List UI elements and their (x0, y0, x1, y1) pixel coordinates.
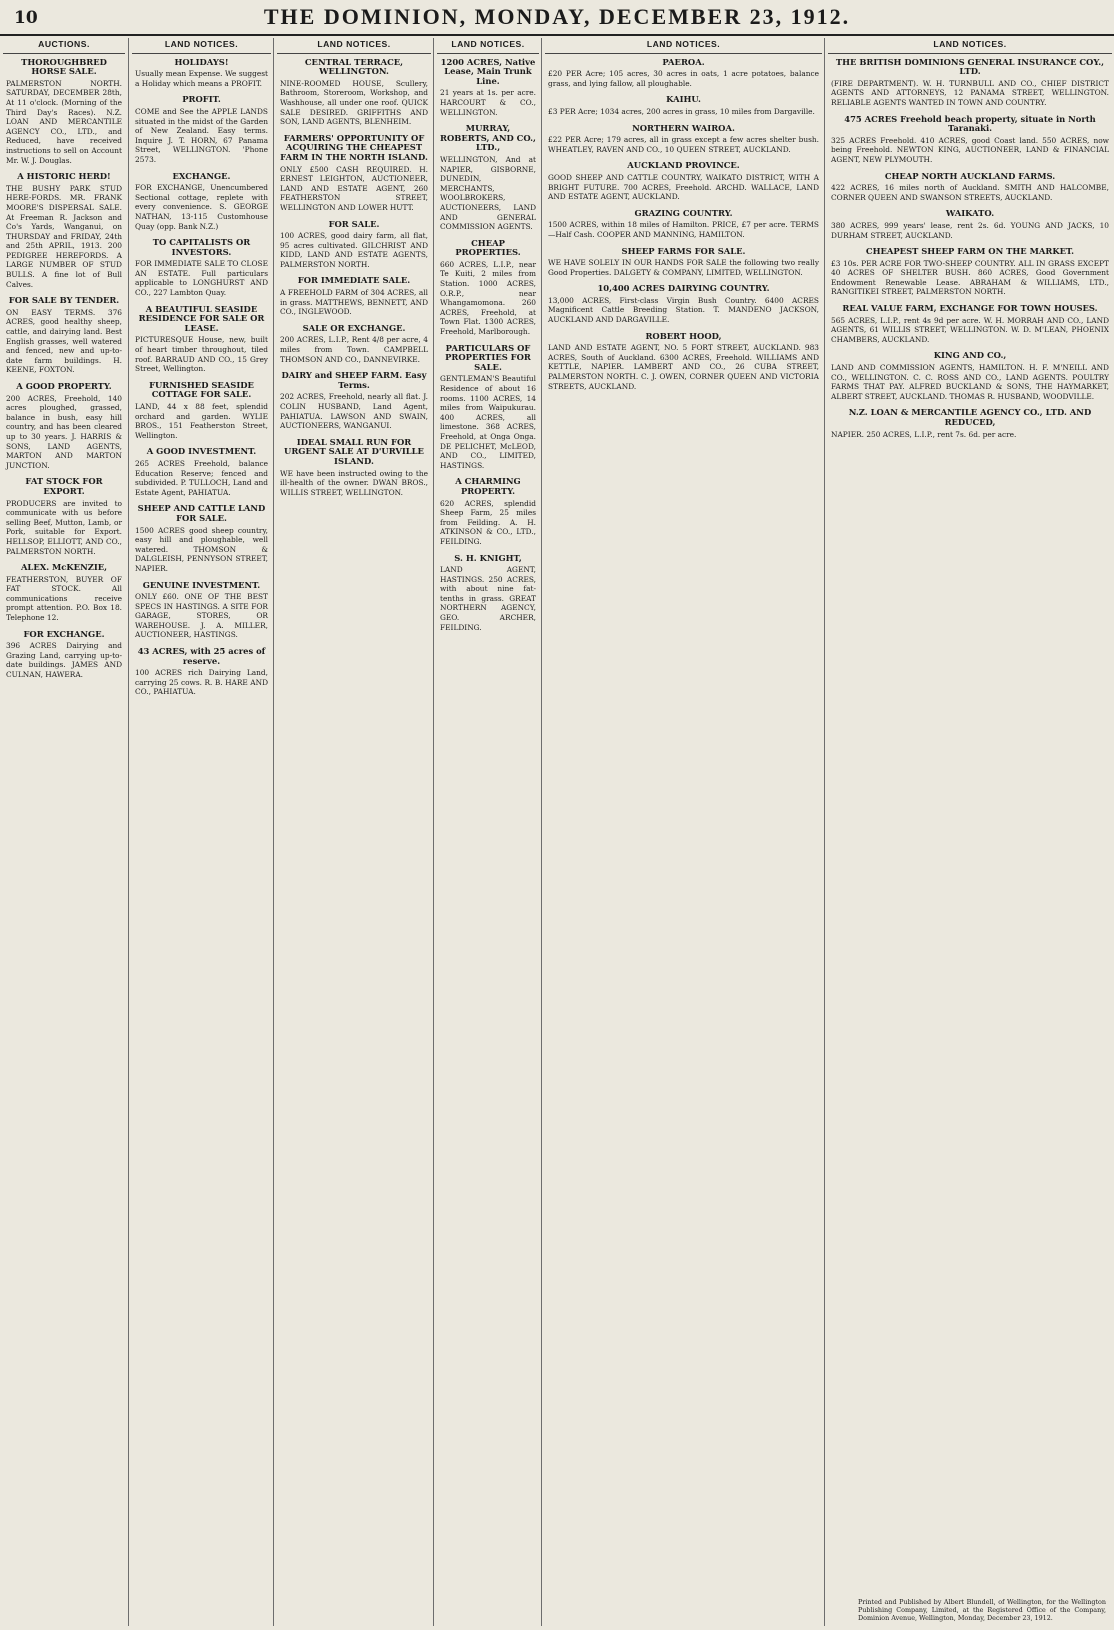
ad-body: PALMERSTON NORTH. SATURDAY, DECEMBER 28th, At 11 o'clock. (Morning of the Third Day's Races). N.Z. LOAN AND MERCANTILE AGENCY CO., LTD., and Reduced, have received instructions to sell on Account Mr. W. J. Douglas. (6, 78, 122, 165)
ad-heading: ALEX. McKENZIE, (20, 562, 108, 573)
classified-ad (831, 209, 1109, 240)
ad-body: LAND, 44 x 88 feet, splendid orchard and garden. WYLIE BROS., 151 Featherston Street, Wellington. (135, 402, 268, 440)
ad-heading: PARTICULARS OF PROPERTIES FOR SALE. (445, 342, 531, 372)
ad-heading: EXCHANGE. (172, 170, 231, 181)
column-header: AUCTIONS. (3, 38, 125, 54)
classified-ad (280, 220, 428, 270)
ad-body: (FIRE DEPARTMENT). W. H. TURNBULL AND CO., CHIEF DISTRICT AGENTS AND ATTORNEYS, 12 PANAMA STREET, WELLINGTON. RELIABLE AGENTS WANTED IN TOWN AND COUNTRY. (831, 78, 1109, 107)
ad-body: 265 ACRES Freehold, balance Education Reserve; fenced and subdivided. P. TULLOCH, Land and Estate Agent, PAHIATUA. (135, 458, 268, 497)
masthead (0, 0, 1114, 36)
ad-body: PRODUCERS are invited to communicate with us before selling Beef, Mutton, Lamb, or Pork, suitable for Export. HELLSOP, ELLIOTT, AND CO., PALMERSTON NORTH. (6, 498, 122, 556)
ad-body: 660 ACRES, L.I.P., near Te Kuiti, 2 miles from Station. 1000 ACRES, O.R.P., near Whangamomona. 260 ACRES, Freehold, at Town Flat. 1300 ACRES, Freehold, Marlborough. (440, 259, 536, 337)
ad-heading: FAT STOCK FOR EXPORT. (25, 476, 103, 496)
ad-body: A FREEHOLD FARM of 304 ACRES, all in grass. MATTHEWS, BENNETT, AND CO., INGLEWOOD. (280, 288, 428, 317)
classified-ad (135, 95, 268, 164)
ad-body: LAND AND ESTATE AGENT, NO. 5 FORT STREET, AUCKLAND. 983 ACRES, South of Auckland. 6300 ACRES, Freehold. WILLIAMS AND KETTLE, NAPIER. LAMBERT AND CO., 26 CUBA STREET, PALMERSTON NORTH. C. J. OWEN, CORNER QUEEN AND VICTORIA STREETS, AUCKLAND. (548, 343, 819, 391)
column-auctions (0, 38, 128, 1626)
column-land-notices-2 (273, 38, 434, 1626)
ad-heading: AUCKLAND PROVINCE. (627, 160, 740, 171)
classified-ad (135, 381, 268, 441)
column-header: LAND NOTICES. (132, 38, 271, 54)
classified-ad (280, 371, 428, 431)
classified-ad (6, 630, 122, 680)
ad-heading: N.Z. LOAN & MERCANTILE AGENCY CO., LTD. AND REDUCED, (848, 407, 1092, 427)
classified-ad (135, 504, 268, 573)
classified-ad (548, 124, 819, 155)
classified-ad (440, 124, 536, 232)
classified-ad (6, 563, 122, 623)
ad-body: 1500 ACRES, within 18 miles of Hamilton. PRICE, £7 per acre. TERMS—Half Cash. COOPER AND MANNING, HAMILTON. (548, 220, 819, 239)
classified-ad (831, 172, 1109, 203)
classified-ad (548, 332, 819, 392)
ad-heading: CHEAP PROPERTIES. (455, 237, 521, 258)
classified-ad (135, 581, 268, 641)
column-header: LAND NOTICES. (828, 38, 1112, 54)
ad-body: ON EASY TERMS. 376 ACRES, good healthy sheep, cattle, and dairying land. Best English grasses, well watered and fenced, new and up-to-date farm buildings. H. KEENE, FOXTON. (6, 307, 122, 375)
ad-body: FOR IMMEDIATE SALE TO CLOSE AN ESTATE. Full particulars applicable to LONGHURST AND CO., 227 Lambton Quay. (135, 259, 268, 298)
classified-ad (6, 382, 122, 470)
ad-body: £22 PER Acre; 179 acres, all in grass except a few acres shelter bush. WHEATLEY, RAVEN AND CO., 10 QUEEN STREET, AUCKLAND. (548, 135, 819, 154)
classified-ad (135, 647, 268, 697)
classified-ad (548, 161, 819, 201)
ad-body: 325 ACRES Freehold. 410 ACRES, good Coast land. 550 ACRES, now being Freehold. NEWTON KING, AUCTIONEER, LAND & FINANCIAL AGENT, NEW PLYMOUTH. (831, 135, 1109, 164)
ad-body: WE have been instructed owing to the ill-health of the owner. DWAN BROS., WILLIS STREET, WELLINGTON. (280, 468, 428, 497)
ad-body: THE BUSHY PARK STUD HERE-FORDS. MR. FRANK MOORE'S DISPERSAL SALE. At Freeman R. Jackson and Co's Yards, Wanganui, on THURSDAY and FRIDAY, 24th and 25th APRIL, 1913. 200 PEDIGREE HEREFORDS. A LARGE NUMBER OF STUD BULLS. A fine lot of Bull Calves. (6, 183, 122, 289)
ad-body: 422 ACRES, 16 miles north of Auckland. SMITH AND HALCOMBE, CORNER QUEEN AND SWANSON STREETS, AUCKLAND. (831, 183, 1109, 202)
ad-body: ONLY £500 CASH REQUIRED. H. ERNEST LEIGHTON, AUCTIONEER, LAND AND ESTATE AGENT, 260 FEATHERSTON STREET, WELLINGTON AND LOWER HUTT. (280, 164, 428, 212)
column-land-notices-1 (128, 38, 274, 1626)
classified-ad (440, 239, 536, 337)
ad-heading: SALE OR EXCHANGE. (302, 322, 406, 333)
ad-body: 100 ACRES, good dairy farm, all flat, 95 acres cultivated. GILCHRIST AND KIDD, LAND AND ESTATE AGENTS, PALMERSTON NORTH. (280, 231, 428, 269)
classified-ad (280, 438, 428, 498)
ad-heading: GRAZING COUNTRY. (634, 207, 733, 218)
ad-body: 565 ACRES, L.I.P., rent 4s 9d per acre. W. H. MORRAH AND CO., LAND AGENTS, 61 WILLIS STREET, WELLINGTON. W. D. M'LEAN, PHOENIX CHAMBERS, AUCKLAND. (831, 315, 1109, 344)
ad-body: ONLY £60. ONE OF THE BEST SPECS IN HASTINGS. A SITE FOR GARAGE, STORES, OR WAREHOUSE. J. A. MILLER, AUCTIONEER, HASTINGS. (135, 592, 268, 640)
ad-heading: FURNISHED SEASIDE COTTAGE FOR SALE. (149, 379, 254, 400)
column-land-notices-3 (433, 38, 542, 1626)
ad-heading: REAL VALUE FARM, EXCHANGE FOR TOWN HOUSES. (842, 303, 1098, 314)
ad-heading: A GOOD PROPERTY. (16, 381, 112, 391)
classified-ad (440, 58, 536, 118)
ad-body: 202 ACRES, Freehold, nearly all flat. J. COLIN HUSBAND, Land Agent, PAHIATUA. LAWSON AND SWAIN, AUCTIONEERS, WANGANUI. (280, 392, 428, 431)
classified-ad (440, 477, 536, 546)
ad-body: £20 PER Acre; 105 acres, 30 acres in oats, 1 acre potatoes, balance grass, and lying fallow, all ploughable. (548, 69, 819, 88)
classified-ad (135, 172, 268, 232)
ad-body: 21 years at 1s. per acre. HARCOURT & CO., WELLINGTON. (440, 88, 536, 117)
ad-heading: KING AND CO., (933, 350, 1007, 361)
ad-heading: FOR SALE BY TENDER. (8, 295, 120, 306)
ad-body: £3 10s. PER ACRE FOR TWO-SHEEP COUNTRY. ALL IN GRASS EXCEPT 40 ACRES OF SHELTER BUSH. 860 ACRES, Good Government Endowment Renewable Lease. ABRAHAM & WILLIAMS, LTD., RANGITIKEI STREET, PALMERSTON NORTH. (831, 258, 1109, 297)
ad-body: Usually mean Expense. We suggest a Holiday which means a PROFIT. (135, 69, 268, 88)
classified-ad (831, 115, 1109, 165)
ad-heading: SHEEP FARMS FOR SALE. (621, 245, 746, 256)
ad-body: GOOD SHEEP AND CATTLE COUNTRY, WAIKATO DISTRICT, WITH A BRIGHT FUTURE. 700 ACRES, Freehold. ARCHD. WALLACE, LAND AND ESTATE AGENT, AUCKLAND. (548, 172, 819, 202)
ad-heading: A GOOD INVESTMENT. (146, 446, 257, 457)
classified-ad (6, 58, 122, 166)
classified-ad (280, 134, 428, 213)
classified-ad (135, 58, 268, 89)
ad-heading: A HISTORIC HERD! (17, 171, 111, 182)
ad-heading: HOLIDAYS! (174, 56, 229, 67)
ad-heading: MURRAY, ROBERTS, AND CO., LTD., (440, 123, 536, 153)
page-number: 10 (14, 8, 38, 28)
ad-heading: FOR SALE. (328, 218, 380, 229)
ad-body: GENTLEMAN'S Beautiful Residence of about 16 rooms. 1100 ACRES, 14 miles from Waipukurau. 400 ACRES, all limestone. 368 ACRES, Freehold, at Onga Onga. DE PELICHET, McLEOD, AND CO., LIMITED, HASTINGS. (440, 374, 536, 470)
ad-heading: DAIRY and SHEEP FARM. Easy Terms. (281, 370, 427, 390)
ad-heading: CHEAPEST SHEEP FARM ON THE MARKET. (865, 246, 1075, 257)
ad-heading: THE BRITISH DOMINIONS GENERAL INSURANCE COY., LTD. (835, 56, 1105, 77)
ad-heading: S. H. KNIGHT, (454, 552, 522, 563)
classified-ad (6, 477, 122, 556)
column-header: LAND NOTICES. (437, 38, 539, 54)
ad-heading: THOROUGHBRED HORSE SALE. (21, 56, 107, 77)
ad-heading: TO CAPITALISTS OR INVESTORS. (152, 237, 251, 257)
ad-body: PICTURESQUE House, new, built of heart timber throughout, tiled roof. BARRAUD AND CO., 15 Grey Street, Wellington. (135, 335, 268, 374)
classified-ad (280, 276, 428, 316)
ad-heading: GENUINE INVESTMENT. (142, 579, 261, 590)
ad-heading: PROFIT. (182, 94, 221, 105)
ad-heading: 475 ACRES Freehold beach property, situate in North Taranaki. (844, 113, 1096, 134)
ad-heading: NORTHERN WAIROA. (632, 122, 735, 133)
ad-heading: SHEEP AND CATTLE LAND FOR SALE. (137, 503, 266, 523)
ad-body: 396 ACRES Dairying and Grazing Land, carrying up-to-date buildings. JAMES AND CULNAN, HAWERA. (6, 641, 122, 680)
column-header: LAND NOTICES. (545, 38, 822, 54)
classified-ad (831, 408, 1109, 439)
ad-body: 620 ACRES, splendid Sheep Farm, 25 miles from Feilding. A. H. ATKINSON & CO., LTD., FEILDING. (440, 498, 536, 546)
classified-ad (548, 247, 819, 278)
ad-heading: 1200 ACRES, Native Lease, Main Trunk Line. (440, 56, 536, 86)
ad-heading: CENTRAL TERRACE, WELLINGTON. (304, 56, 404, 77)
ad-body: FEATHERSTON, BUYER OF FAT STOCK. All communications receive prompt attention. P.O. Box 18. Telephone 12. (6, 574, 122, 623)
classified-ad (135, 305, 268, 374)
ad-body: LAND AND COMMISSION AGENTS, HAMILTON. H. F. M'NEILL AND CO., WELLINGTON. C. C. ROSS AND CO., LAND AGENTS. POULTRY FARMS THAT PAY. ALFRED BUCKLAND & SONS, THE HAYMARKET, ALBERT STREET, AUCKLAND. THOMAS R. HUSBAND, WOODVILLE. (831, 363, 1109, 401)
ad-heading: FOR IMMEDIATE SALE. (297, 275, 411, 286)
ad-heading: CHEAP NORTH AUCKLAND FARMS. (884, 170, 1056, 181)
classified-ad (135, 447, 268, 497)
classified-ad (6, 296, 122, 375)
column-header: LAND NOTICES. (277, 38, 431, 54)
classified-ad (548, 95, 819, 116)
ad-body: 13,000 ACRES, First-class Virgin Bush Country. 6400 ACRES Magnificent Cattle Breeding Station. T. MANDENO JACKSON, AUCKLAND AND DARGAVILLE. (548, 295, 819, 325)
classified-ad (440, 554, 536, 633)
ad-heading: KAIHU. (666, 94, 701, 105)
ad-heading: IDEAL SMALL RUN FOR URGENT SALE AT D'URVILLE ISLAND. (284, 436, 424, 466)
ad-heading: A CHARMING PROPERTY. (455, 476, 521, 496)
classified-ad (6, 172, 122, 289)
ad-heading: WAIKATO. (945, 208, 995, 219)
imprint-footer: Printed and Published by Albert Blundell, of Wellington, for the Wellington Publishing Company, Limited, at the Registered Office of the Company, Dominion Avenue, Wellington, Monday, December 23, 1912. (858, 1598, 1106, 1622)
classified-ad (280, 58, 428, 127)
ad-body: WELLINGTON, And at NAPIER, GISBORNE, DUNEDIN, MERCHANTS, WOOLBROKERS, AUCTIONEERS, LAND AND GENERAL COMMISSION AGENTS. (440, 154, 536, 232)
ad-body: 200 ACRES, Freehold, 140 acres ploughed, grassed, balance in bush, easy hill country, and has been cleared up to 30 years. J. HARRIS & SONS, LAND AGENTS, MARTON AND MARTON JUNCTION. (6, 393, 122, 470)
ad-body: COME and See the APPLE LANDS situated in the midst of the Garden of New Zealand. Easy terms. Inquire J. T. HORN, 67 Panama Street, WELLINGTON. 'Phone 2573. (135, 106, 268, 164)
ad-body: 200 ACRES, L.I.P., Rent 4/8 per acre, 4 miles from Town. CAMPBELL THOMSON AND CO., DANNEVIRKE. (280, 335, 428, 364)
ad-body: LAND AGENT, HASTINGS. 250 ACRES, with about nine fat-tenths in grass. GREAT NORTHERN AGENCY, GEO. ARCHER, FEILDING. (440, 565, 536, 632)
ad-heading: PAEROA. (662, 56, 705, 67)
classified-ad (548, 58, 819, 89)
newspaper-title: THE DOMINION, MONDAY, DECEMBER 23, 1912. (263, 4, 851, 29)
ad-body: 100 ACRES rich Dairying Land, carrying 25 cows. R. B. HARE AND CO., PAHIATUA. (135, 668, 268, 697)
ad-body: £3 PER Acre; 1034 acres, 200 acres in grass, 10 miles from Dargaville. (548, 106, 815, 116)
column-land-notices-4 (541, 38, 825, 1626)
classified-ad (280, 324, 428, 364)
column-land-notices-5 (824, 38, 1114, 1626)
classified-ad (831, 351, 1109, 401)
ad-heading: FARMERS' OPPORTUNITY OF ACQUIRING THE CHEAPEST FARM IN THE NORTH ISLAND. (280, 132, 428, 162)
classified-ad (831, 58, 1109, 108)
ad-body: NAPIER. 250 ACRES, L.I.P., rent 7s. 6d. per acre. (831, 429, 1017, 439)
classified-ad (548, 284, 819, 324)
ad-heading: A BEAUTIFUL SEASIDE RESIDENCE FOR SALE OR LEASE. (138, 303, 265, 333)
ad-heading: 10,400 ACRES DAIRYING COUNTRY. (597, 283, 770, 294)
ad-heading: 43 ACRES, with 25 acres of reserve. (137, 646, 266, 666)
classified-ad (548, 209, 819, 240)
ad-heading: FOR EXCHANGE. (23, 628, 105, 639)
ad-body: WE HAVE SOLELY IN OUR HANDS FOR SALE the following two really Good Properties. DALGETY & COMPANY, LIMITED, WELLINGTON. (548, 258, 819, 277)
ad-body: 380 ACRES, 999 years' lease, rent 2s. 6d. YOUNG AND JACKS, 10 DURHAM STREET, AUCKLAND. (831, 220, 1109, 240)
ad-body: 1500 ACRES good sheep country, easy hill and ploughable, well watered. THOMSON & DALGLEISH, PENNYSON STREET, NAPIER. (135, 525, 268, 573)
classified-ad (440, 344, 536, 471)
classified-ad (831, 247, 1109, 297)
classified-ad (831, 304, 1109, 344)
ad-body: NINE-ROOMED HOUSE, Scullery, Bathroom, Storeroom, Workshop, and Washhouse, all under one roof. QUICK SALE DESIRED. GRIFFITHS AND SON, LAND AGENTS, BLENHEIM. (280, 78, 428, 127)
ad-body: FOR EXCHANGE, Unencumbered Sectional cottage, replete with every convenience. S. GEORGE NATHAN, 13-115 Customhouse Quay (opp. Bank N.Z.) (135, 183, 268, 231)
classified-ad (135, 238, 268, 298)
ad-heading: ROBERT HOOD, (645, 330, 722, 341)
